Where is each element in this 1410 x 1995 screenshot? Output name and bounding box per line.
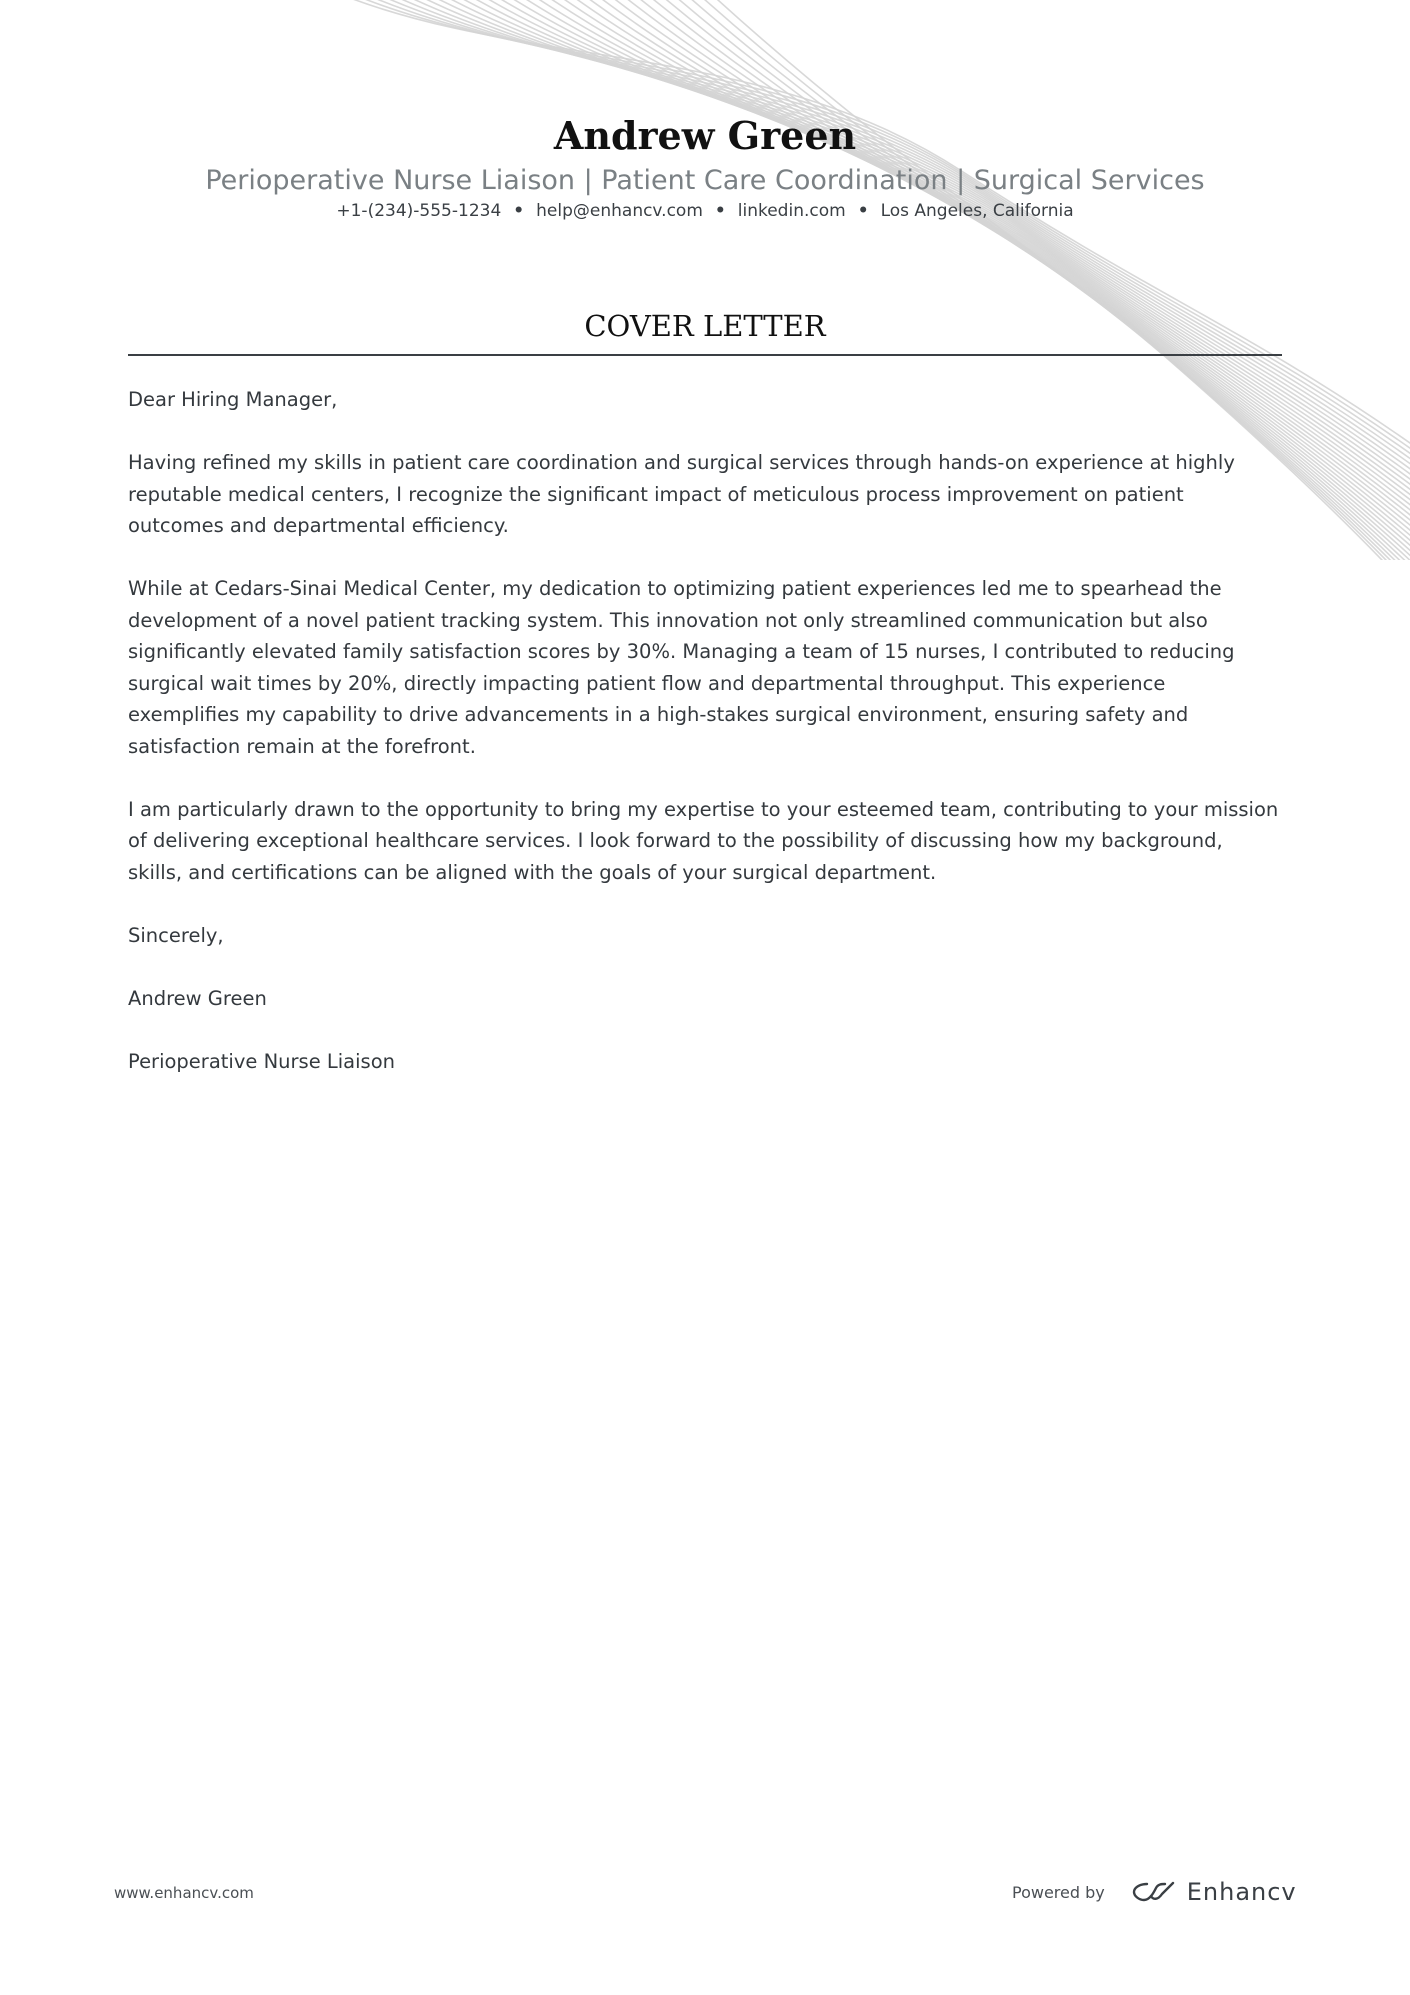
contact-linkedin[interactable]: linkedin.com: [737, 201, 846, 221]
body-paragraph-1: Having refined my skills in patient care coordination and surgical services through hands-on experience at highly reputable medical centers, I recognize the significant impact of meticulous process improvement on patient outcomes and departmental efficiency.: [128, 451, 1235, 537]
contact-email[interactable]: help@enhancv.com: [536, 201, 703, 221]
salutation: Dear Hiring Manager,: [128, 388, 338, 411]
closing: Sincerely,: [128, 923, 224, 947]
footer-website[interactable]: www.enhancv.com: [114, 1884, 254, 1902]
letter-body: [128, 384, 1282, 1109]
contact-separator: •: [714, 201, 726, 221]
letter-header: [0, 112, 1410, 222]
applicant-tagline: Perioperative Nurse Liaison | Patient Care Coordination | Surgical Services: [205, 165, 1205, 196]
wave-line: [330, 0, 1410, 450]
brand-wordmark: Enhancv: [1186, 1878, 1297, 1906]
contact-separator: •: [513, 201, 525, 221]
applicant-name: Andrew Green: [553, 113, 857, 158]
contact-separator: •: [857, 201, 869, 221]
enhancv-logo-icon: [1131, 1880, 1177, 1904]
signature-title: Perioperative Nurse Liaison: [128, 1049, 395, 1073]
contact-location: Los Angeles, California: [880, 201, 1074, 221]
section-title: COVER LETTER: [584, 309, 826, 343]
contact-phone: +1-(234)-555-1234: [336, 201, 502, 221]
contact-line: [0, 200, 1410, 222]
body-paragraph-2: While at Cedars-Sinai Medical Center, my dedication to optimizing patient experiences led me to spearhead the development of a novel patient tracking system. This innovation not only streamlined communication but also significantly elevated family satisfaction scores by 30%. Managing a team of 15 nurses, I contributed to reducing surgical wait times by 20%, directly impacting patient flow and departmental throughput. This experience exemplifies my capability to drive advancements in a high-stakes surgical environment, ensuring safety and satisfaction remain at the forefront.: [128, 577, 1235, 758]
powered-by-label: Powered by: [1012, 1882, 1105, 1902]
section-divider: [128, 354, 1282, 356]
footer-branding: [1012, 1878, 1297, 1906]
body-paragraph-3: I am particularly drawn to the opportunity to bring my expertise to your esteemed team, contributing to your mission of delivering exceptional healthcare services. I look forward to the possibility of discussing how my background, skills, and certifications can be aligned with the goals of your surgical department.: [128, 797, 1279, 884]
signature-name: Andrew Green: [128, 986, 267, 1010]
